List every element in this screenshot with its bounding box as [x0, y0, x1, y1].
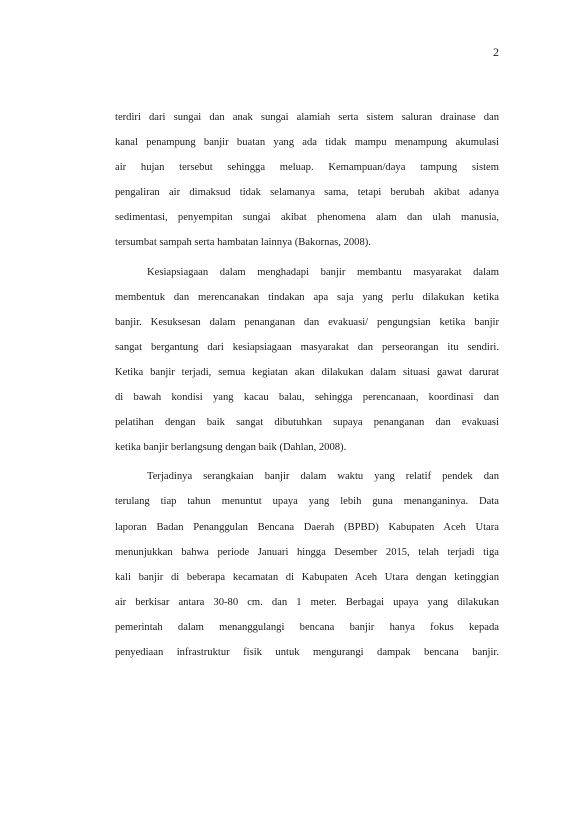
text-line: membentuk dan merencanakan tindakan apa saja yang perlu dilakukan ketika — [115, 291, 499, 303]
text-line: pengaliran air dimaksud tidak selamanya sama, tetapi berubah akibat adanya — [115, 187, 499, 199]
text-line: terdiri dari sungai dan anak sungai alamiah serta sistem saluran drainase dan — [115, 112, 499, 123]
text-line: air berkisar antara 30-80 cm. dan 1 meter. Berbagai upaya yang dilakukan — [115, 596, 499, 608]
text-line: penyediaan infrastruktur fisik untuk mengurangi dampak bencana banjir. — [115, 646, 499, 658]
text-line: banjir. Kesuksesan dalam penanganan dan evakuasi/ pengungsian ketika banjir — [115, 316, 499, 328]
text-line: menunjukkan bahwa periode Januari hingga Desember 2015, telah terjadi tiga — [115, 546, 499, 558]
text-line: pemerintah dalam menanggulangi bencana banjir hanya fokus kepada — [115, 621, 499, 633]
page-number: 2 — [493, 45, 499, 59]
text-line: laporan Badan Penanggulan Bencana Daerah (BPBD) Kabupaten Aceh Utara — [115, 521, 499, 533]
text-line: Terjadinya serangkaian banjir dalam waktu yang relatif pendek dan — [147, 471, 499, 483]
text-line: kali banjir di beberapa kecamatan di Kabupaten Aceh Utara dengan ketinggian — [115, 571, 499, 583]
text-line: kanal penampung banjir buatan yang ada tidak mampu menampung akumulasi — [115, 137, 499, 149]
text-line: sangat bergantung dari kesiapsiagaan masyarakat dan perseorangan itu sendiri. — [115, 341, 499, 353]
text-line: Kesiapsiagaan dalam menghadapi banjir membantu masyarakat dalam — [147, 266, 499, 278]
paragraph-1 — [115, 111, 499, 262]
text-line: sedimentasi, penyempitan sungai akibat phenomena alam dan ulah manusia, — [115, 212, 499, 224]
text-line: terulang tiap tahun menuntut upaya yang lebih guna menanganinya. Data — [115, 496, 499, 508]
text-line: pelatihan dengan baik sangat dibutuhkan supaya penanganan dan evakuasi — [115, 417, 499, 429]
body-text — [115, 111, 499, 671]
paragraph-3 — [115, 470, 499, 671]
text-line: Ketika banjir terjadi, semua kegiatan akan dilakukan dalam situasi gawat darurat — [115, 366, 499, 378]
text-line: di bawah kondisi yang kacau balau, sehingga perencanaan, koordinasi dan — [115, 392, 499, 404]
text-line: tersumbat sampah serta hambatan lainnya (Bakornas, 2008). — [115, 237, 371, 249]
text-line: air hujan tersebut sehingga meluap. Kemampuan/daya tampung sistem — [115, 162, 499, 174]
text-line: ketika banjir berlangsung dengan baik (Dahlan, 2008). — [115, 442, 347, 454]
paragraph-2 — [115, 266, 499, 467]
